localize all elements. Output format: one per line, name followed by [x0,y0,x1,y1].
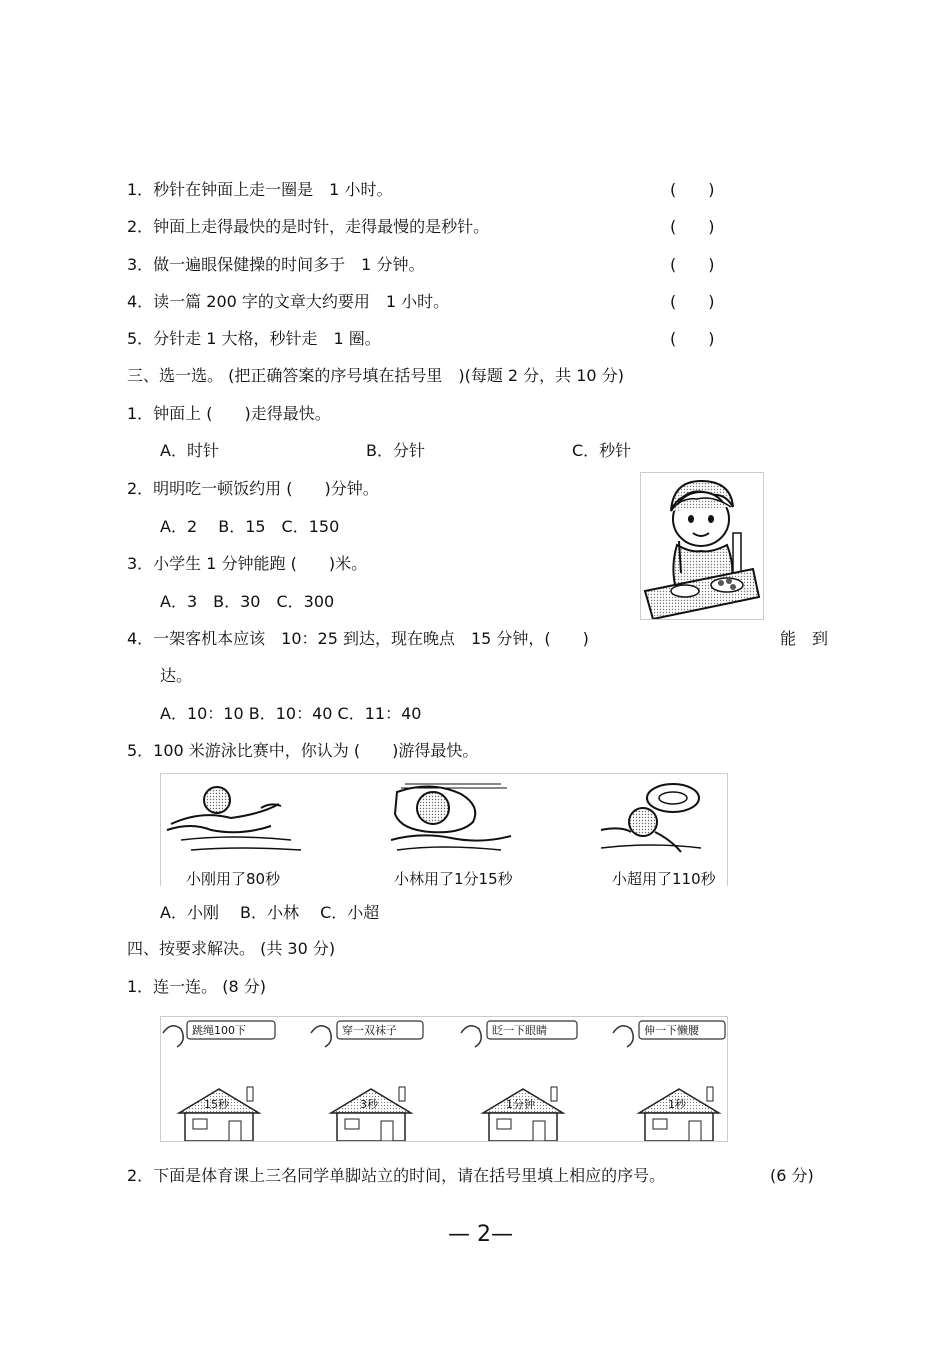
judge-answer-paren-5[interactable]: ( ) [670,329,715,348]
swimmer-caption-2: 小林用了1分15秒 [394,870,513,888]
house-label-4[interactable]: 1秒 [668,1098,686,1111]
s3-q1-option-c[interactable]: C．秒针 [572,441,632,460]
s3-q3-text: 3．小学生 1 分钟能跑 ( )米。 [127,554,368,573]
s3-q4-text-tail: 能 到 [780,629,829,648]
section4-heading: 四、按要求解决。 (共 30 分) [127,939,336,958]
s3-q2-text: 2．明明吃一顿饭约用 ( )分钟。 [127,479,379,498]
judge-item-1: 1．秒针在钟面上走一圈是 1 小时。 [127,180,393,199]
s3-q4-options[interactable]: A．10：10 B．10：40 C．11：40 [160,704,422,723]
s3-q1-option-a[interactable]: A．时针 [160,441,219,460]
task-label-4[interactable]: 伸一下懒腰 [644,1024,699,1037]
s3-q1-option-b[interactable]: B．分针 [366,441,425,460]
page-number: — 2— [448,1222,513,1247]
s4-q2-score: (6 分) [770,1166,814,1185]
house-label-3[interactable]: 1分钟 [506,1098,535,1111]
swimmer-caption-1: 小刚用了80秒 [186,870,281,888]
s3-q5-text: 5．100 米游泳比赛中，你认为 ( )游得最快。 [127,741,479,760]
s3-q1-text: 1．钟面上 ( )走得最快。 [127,404,331,423]
task-label-1[interactable]: 跳绳100下 [192,1024,246,1037]
task-label-2[interactable]: 穿一双袜子 [342,1024,397,1037]
swimmer-xiaogang-icon [167,787,301,850]
judge-item-3: 3．做一遍眼保健操的时间多于 1 分钟。 [127,255,425,274]
s4-q2-text: 2．下面是体育课上三名同学单脚站立的时间，请在括号里填上相应的序号。 [127,1166,666,1185]
s3-q3-options[interactable]: A．3 B．30 C．300 [160,592,335,611]
boy-eating-illustration [640,472,764,620]
judge-item-5: 5．分针走 1 大格，秒针走 1 圈。 [127,329,381,348]
judge-answer-paren-1[interactable]: ( ) [670,180,715,199]
judge-item-2: 2．钟面上走得最快的是时针，走得最慢的是秒针。 [127,217,490,236]
house-label-1[interactable]: 15秒 [204,1098,229,1111]
s3-q4-text-cont: 达。 [160,666,193,685]
swimmer-xiaochao-icon [601,784,701,852]
judge-answer-paren-3[interactable]: ( ) [670,255,715,274]
judge-item-4: 4．读一篇 200 字的文章大约要用 1 小时。 [127,292,450,311]
swimmer-xiaolin-icon [391,784,511,850]
house-label-2[interactable]: 3秒 [360,1098,378,1111]
s3-q4-text: 4．一架客机本应该 10：25 到达，现在晚点 15 分钟，( ) [127,629,589,648]
swimmer-caption-3: 小超用了110秒 [612,870,716,888]
judge-answer-paren-2[interactable]: ( ) [670,217,715,236]
section3-heading: 三、选一选。 (把正确答案的序号填在括号里 )(每题 2 分，共 10 分) [127,366,624,385]
judge-answer-paren-4[interactable]: ( ) [670,292,715,311]
s3-q2-options[interactable]: A．2 B．15 C．150 [160,517,340,536]
task-label-3[interactable]: 眨一下眼睛 [492,1024,547,1037]
s3-q5-options[interactable]: A．小刚 B．小林 C．小超 [160,903,380,922]
s4-q1-text: 1．连一连。 (8 分) [127,977,267,996]
